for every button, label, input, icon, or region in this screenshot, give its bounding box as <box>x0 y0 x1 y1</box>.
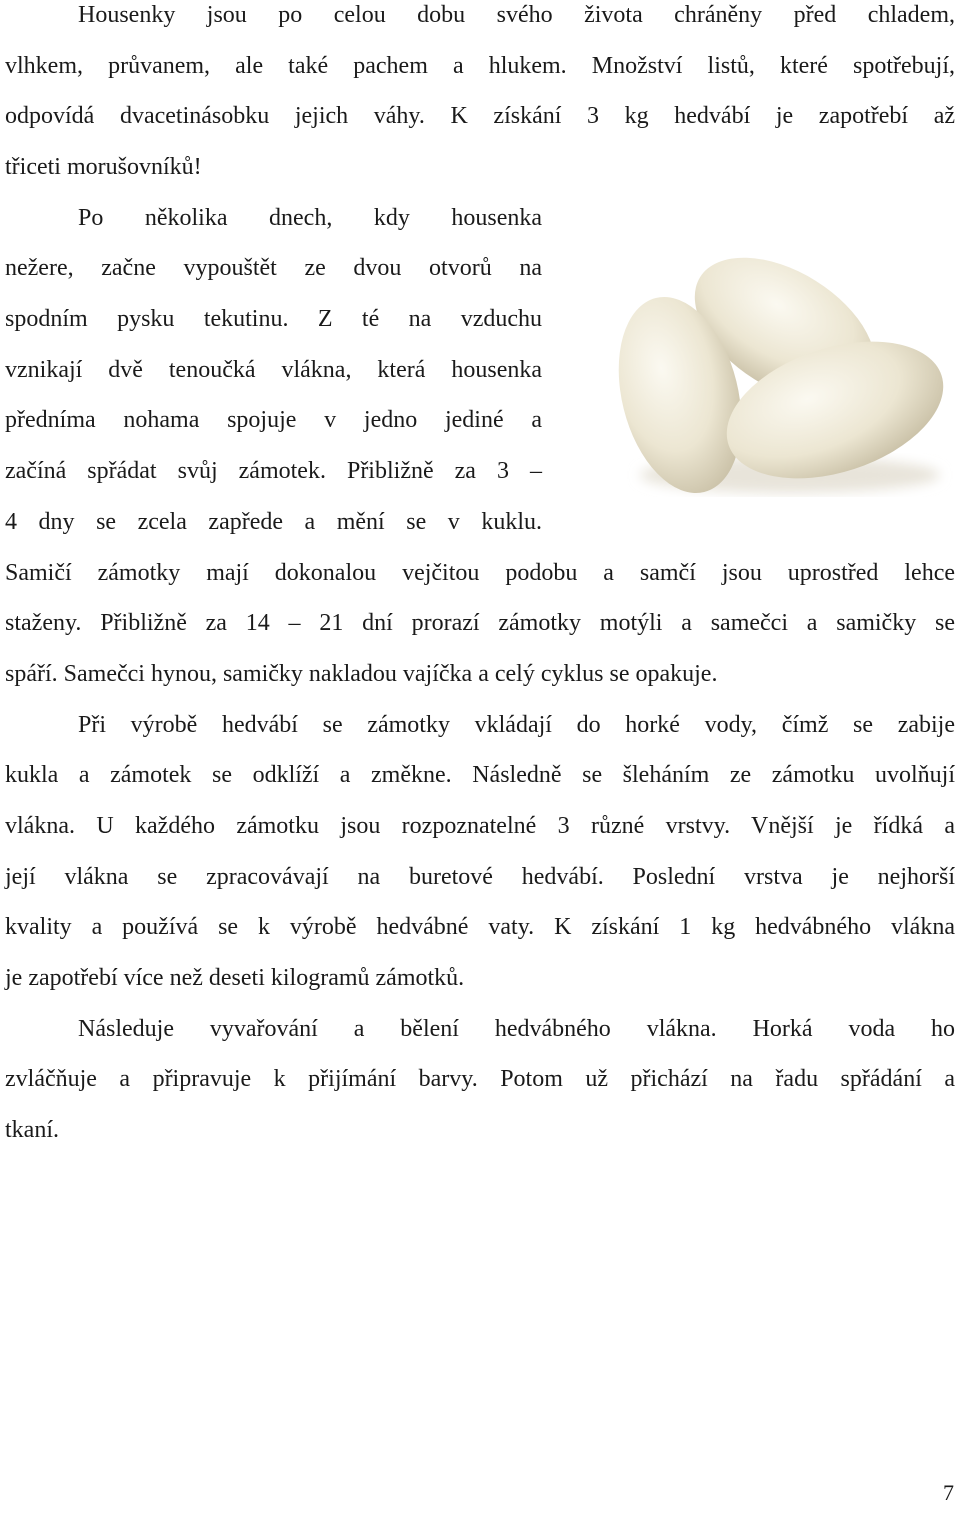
text-line: Samičí zámotky mají dokonalou vejčitou podobu a samčí jsou uprostřed lehce <box>5 560 955 586</box>
text-line: Po několika dnech, kdy housenka <box>78 205 542 231</box>
text-line: předníma nohama spojuje v jedno jediné a <box>5 407 542 433</box>
text-line: třiceti morušovníků! <box>5 154 202 180</box>
text-line: vlákna. U každého zámotku jsou rozpoznatelné 3 různé vrstvy. Vnější je řídká a <box>5 813 955 839</box>
text-line: staženy. Přibližně za 14 – 21 dní prorazí zámotky motýli a samečci a samičky se <box>5 610 955 636</box>
text-line: spodním pysku tekutinu. Z té na vzduchu <box>5 306 542 332</box>
text-line: vlhkem, průvanem, ale také pachem a hlukem. Množství listů, které spotřebují, <box>5 53 955 79</box>
text-line: je zapotřebí více než deseti kilogramů zámotků. <box>5 965 465 991</box>
page-number: 7 <box>943 1480 954 1505</box>
text-line: její vlákna se zpracovávají na buretové hedvábí. Poslední vrstva je nejhorší <box>5 864 955 890</box>
text-line: Při výrobě hedvábí se zámotky vkládají do horké vody, čímž se zabije <box>78 712 955 738</box>
text-line: tkaní. <box>5 1117 59 1143</box>
text-line: kvality a používá se k výrobě hedvábné vaty. K získání 1 kg hedvábného vlákna <box>5 914 955 940</box>
text-line: Housenky jsou po celou dobu svého života chráněny před chladem, <box>78 2 955 28</box>
text-line: odpovídá dvacetinásobku jejich váhy. K získání 3 kg hedvábí je zapotřebí až <box>5 103 955 129</box>
text-line: zvláčňuje a připravuje k přijímání barvy. Potom už přichází na řadu spřádání a <box>5 1066 955 1092</box>
text-line: spáří. Samečci hynou, samičky nakladou vajíčka a celý cyklus se opakuje. <box>5 661 718 687</box>
text-line: 4 dny se zcela zapřede a mění se v kuklu. <box>5 509 542 535</box>
text-line: kukla a zámotek se odklíží a změkne. Následně se šleháním ze zámotku uvolňují <box>5 762 955 788</box>
text-line: začíná spřádat svůj zámotek. Přibližně za 3 – <box>5 458 542 484</box>
text-line: Následuje vyvařování a bělení hedvábného vlákna. Horká voda ho <box>78 1016 955 1042</box>
silk-cocoons-image <box>600 235 960 505</box>
text-line: nežere, začne vypouštět ze dvou otvorů na <box>5 255 542 281</box>
text-line: vznikají dvě tenoučká vlákna, která housenka <box>5 357 542 383</box>
